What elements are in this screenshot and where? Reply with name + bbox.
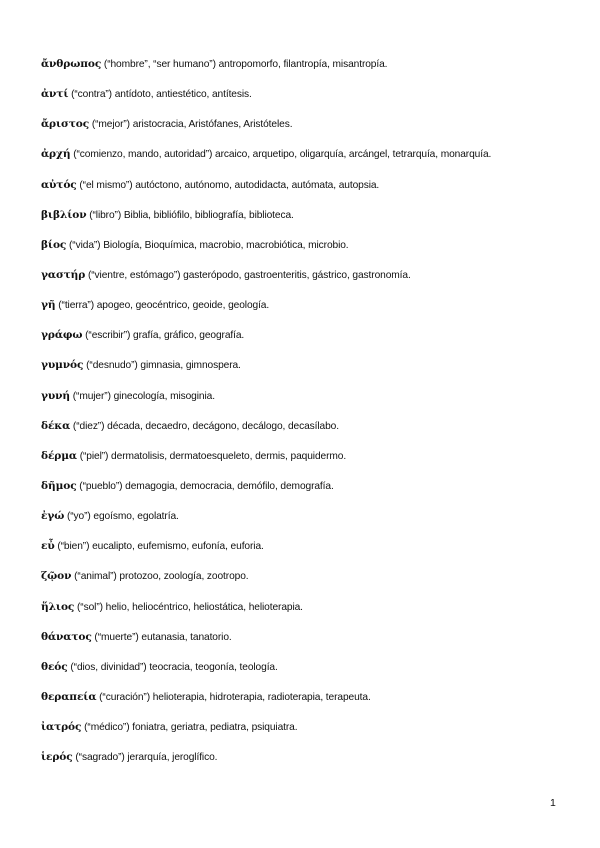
greek-term: γράφω [41, 329, 83, 342]
greek-term: ἄνθρωπος [41, 58, 102, 70]
entry-definition: (“escribir”) grafía, gráfico, geografía. [82, 330, 245, 342]
glossary-entry [41, 237, 581, 267]
entry-definition: (“mejor”) aristocracia, Aristófanes, Aristóteles. [89, 119, 293, 131]
glossary-entry [41, 508, 581, 538]
glossary-entry [41, 599, 581, 629]
page-number: 1 [550, 797, 556, 809]
greek-term: ἄριστος [41, 118, 90, 131]
entry-definition: (“sagrado”) jerarquía, jeroglífico. [72, 752, 218, 764]
glossary-entry [41, 267, 581, 297]
glossary-entry [41, 538, 581, 568]
greek-term: ἀρχή [41, 148, 71, 161]
glossary-entry [41, 418, 581, 448]
greek-term: εὖ [41, 540, 55, 553]
glossary-entry [41, 56, 581, 86]
greek-term: ἀντί [41, 88, 69, 101]
entry-definition: (“médico”) foniatra, geriatra, pediatra, psiquiatra. [81, 722, 298, 734]
greek-term: θεραπεία [41, 690, 97, 703]
greek-term: ἱερός [41, 751, 73, 764]
greek-term: ἐγώ [41, 510, 65, 523]
greek-term: αὐτός [41, 178, 77, 191]
entry-definition: (“piel”) dermatolisis, dermatoesqueleto, dermis, paquidermo. [76, 450, 347, 462]
glossary-entry [41, 629, 581, 659]
entry-definition: (“curación”) helioterapia, hidroterapia, radioterapia, terapeuta. [96, 691, 371, 703]
glossary-entry [41, 478, 581, 508]
glossary-entry [41, 448, 581, 478]
entry-definition: (“contra”) antídoto, antiestético, antítesis. [68, 89, 252, 101]
greek-term: βίος [41, 238, 67, 251]
greek-term: δῆμος [41, 479, 77, 492]
greek-term: ἰατρός [41, 721, 82, 734]
glossary-entry [41, 207, 581, 237]
greek-term: βιβλίον [41, 208, 87, 221]
glossary-entry [41, 357, 581, 387]
entry-definition: (“animal”) protozoo, zoología, zootropo. [71, 571, 249, 583]
greek-term: δέρμα [41, 449, 77, 462]
entry-definition: (“el mismo”) autóctono, autónomo, autodidacta, autómata, autopsia. [76, 179, 380, 191]
entry-definition: (“yo”) egoísmo, egolatría. [64, 511, 179, 523]
greek-term: γῆ [41, 299, 56, 312]
entry-definition: (“hombre”, “ser humano”) antropomorfo, filantropía, misantropía. [101, 59, 388, 70]
entry-definition: (“muerte”) eutanasia, tanatorio. [91, 631, 232, 643]
entry-definition: (“dios, divinidad”) teocracia, teogonía, teología. [67, 661, 278, 673]
entry-definition: (“desnudo”) gimnasia, gimnospera. [83, 360, 241, 372]
greek-term: ἥλιος [41, 600, 75, 613]
entry-definition: (“bien”) eucalipto, eufemismo, eufonía, euforia. [54, 541, 264, 553]
glossary-entry [41, 327, 581, 357]
greek-term: ζῷον [41, 570, 72, 583]
entry-definition: (“mujer”) ginecología, misoginia. [70, 390, 215, 402]
entry-definition: (“pueblo”) demagogia, democracia, demófilo, demografía. [76, 480, 334, 492]
entry-definition: (“vida”) Biología, Bioquímica, macrobio, macrobiótica, microbio. [66, 239, 349, 251]
greek-term: γυμνός [41, 359, 84, 372]
glossary-entry [41, 297, 581, 327]
entry-definition: (“diez”) década, decaedro, decágono, decálogo, decasílabo. [70, 420, 339, 432]
glossary-entry [41, 177, 581, 207]
glossary-entry [41, 689, 581, 719]
entry-definition: (“libro”) Biblia, bibliófilo, bibliografía, biblioteca. [86, 209, 294, 221]
glossary-list [41, 56, 581, 779]
entry-definition: (“tierra”) apogeo, geocéntrico, geoide, geología. [55, 300, 270, 312]
glossary-entry [41, 568, 581, 598]
greek-term: θεός [41, 660, 68, 673]
greek-term: γυνή [41, 389, 70, 402]
glossary-entry [41, 116, 581, 146]
glossary-entry [41, 86, 581, 116]
glossary-entry [41, 719, 581, 749]
glossary-entry [41, 659, 581, 689]
glossary-entry [41, 749, 581, 779]
glossary-entry [41, 146, 581, 176]
entry-definition: (“sol”) helio, heliocéntrico, heliostática, helioterapia. [74, 601, 303, 613]
glossary-entry [41, 388, 581, 418]
entry-definition: (“vientre, estómago”) gasterópodo, gastroenteritis, gástrico, gastronomía. [85, 269, 411, 281]
greek-term: θάνατος [41, 630, 92, 643]
greek-term: δέκα [41, 419, 71, 432]
greek-term: γαστήρ [41, 268, 86, 281]
entry-definition: (“comienzo, mando, autoridad”) arcaico, arquetipo, oligarquía, arcángel, tetrarquía, monarquía. [70, 149, 492, 161]
